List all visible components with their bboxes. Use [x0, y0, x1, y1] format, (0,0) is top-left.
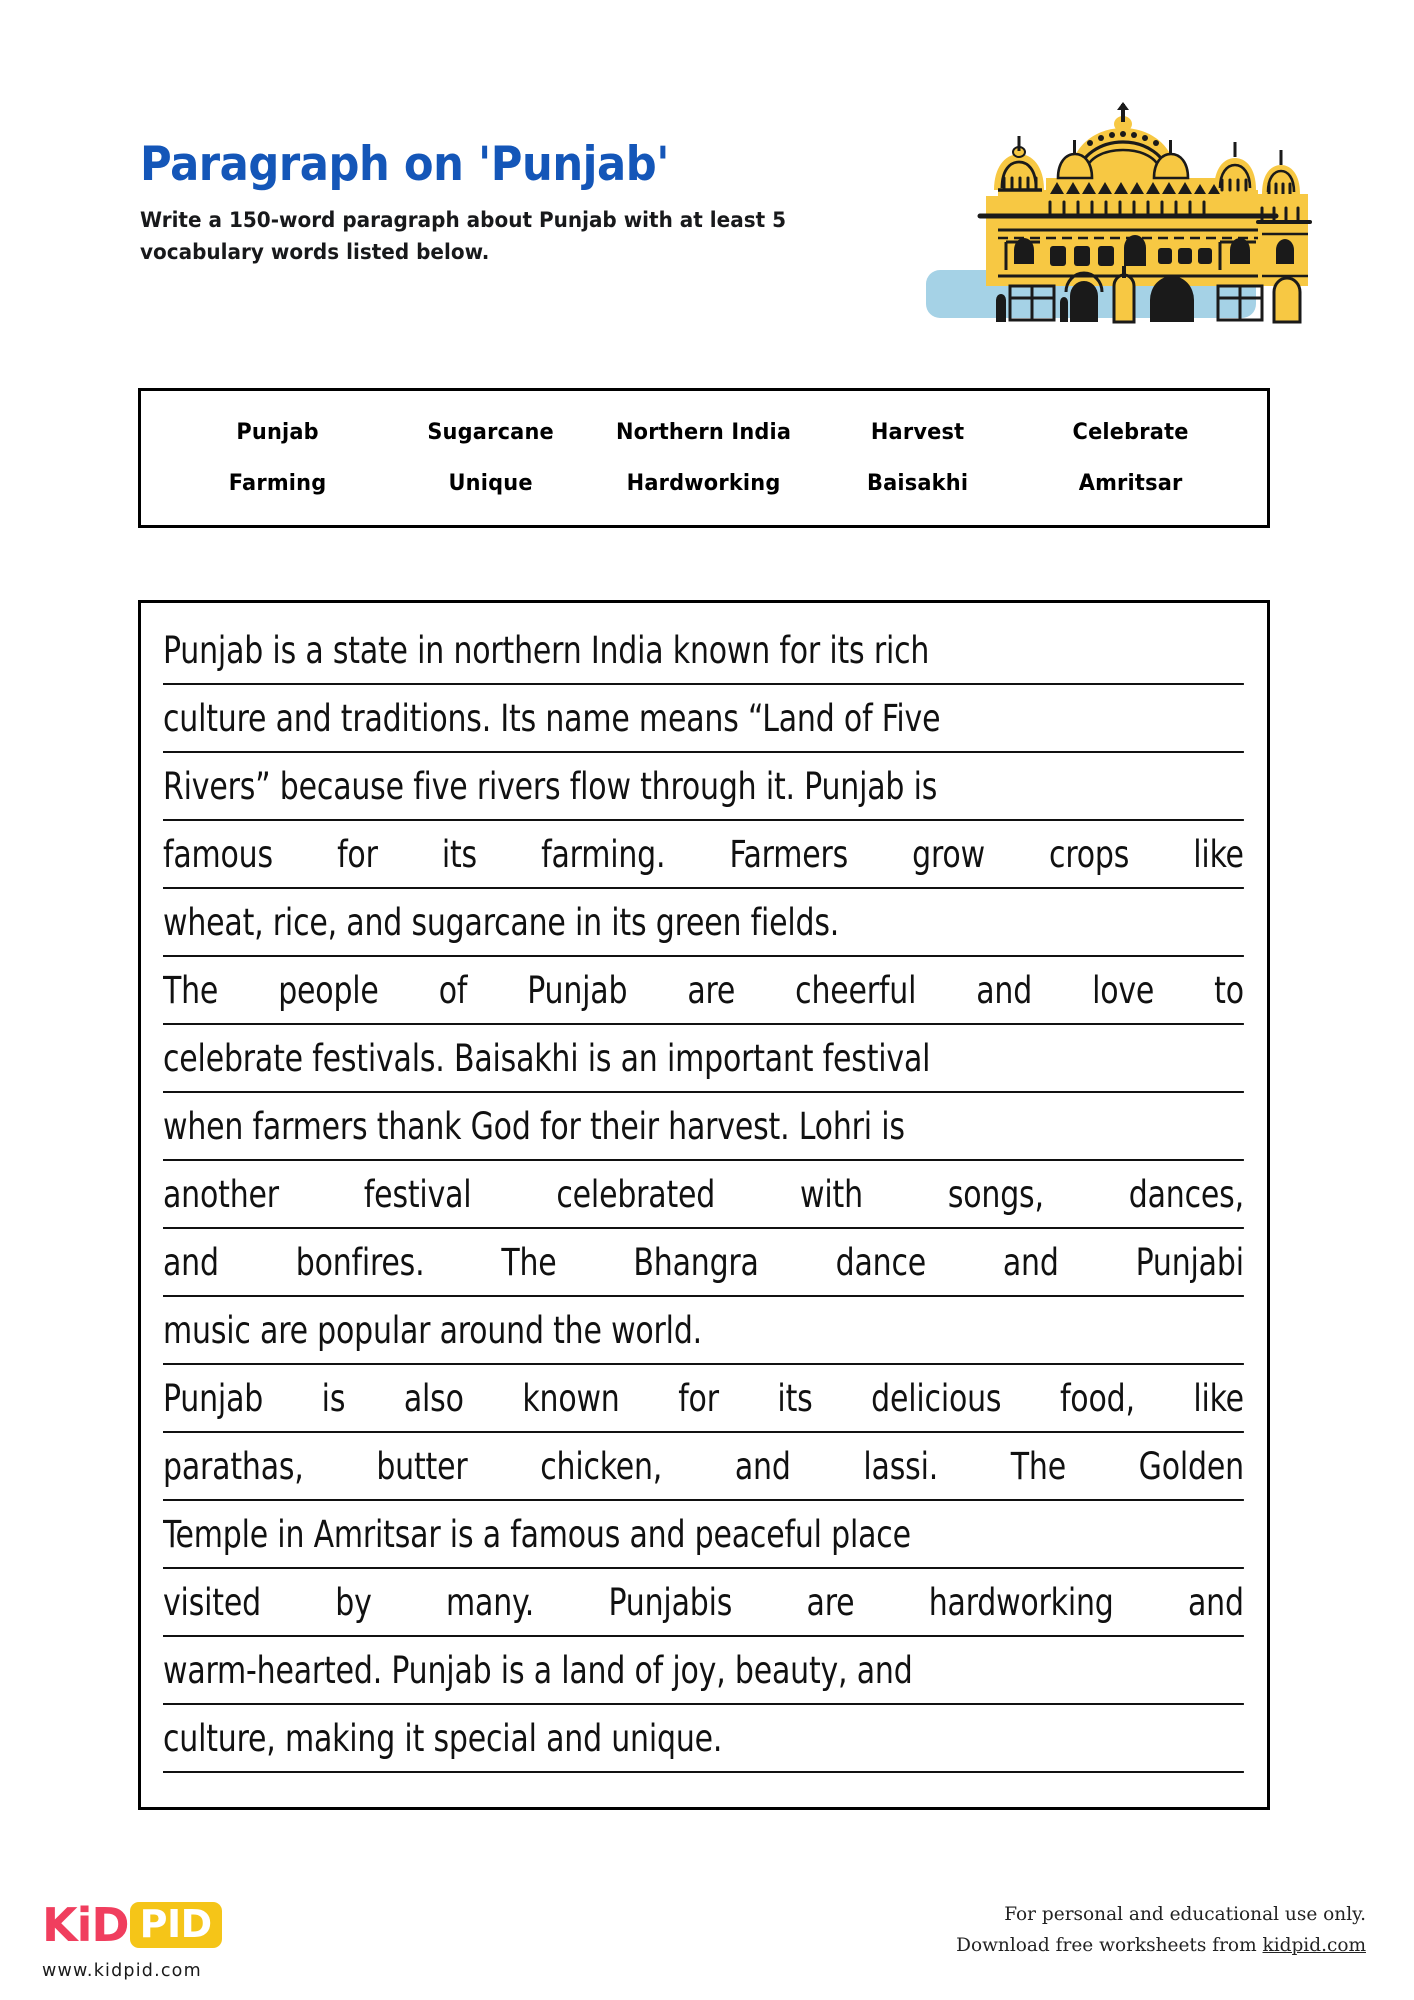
vocabulary-box — [138, 388, 1270, 528]
answer-word: are — [687, 969, 736, 1012]
answer-word: cheerful — [795, 969, 917, 1012]
answer-word: dance — [835, 1241, 927, 1284]
answer-line: Punjab is a state in northern India known for its rich — [163, 617, 1244, 685]
answer-word: The — [501, 1241, 557, 1284]
answer-word: food, — [1059, 1377, 1135, 1420]
logo-pid-box — [130, 1902, 222, 1948]
answer-word: The — [1010, 1445, 1066, 1488]
answer-word: its — [441, 833, 477, 876]
kidpid-logo[interactable] — [42, 1898, 382, 1981]
answer-word: farming. — [541, 833, 666, 876]
footer-download-link[interactable]: kidpid.com — [1262, 1934, 1366, 1956]
answer-word: with — [800, 1173, 863, 1216]
answer-word: its — [777, 1377, 813, 1420]
answer-line — [163, 1229, 1244, 1297]
answer-line: when farmers thank God for their harvest. Lohri is — [163, 1093, 1244, 1161]
logo-website-url: www.kidpid.com — [42, 1961, 202, 1981]
answer-word: for — [337, 833, 378, 876]
worksheet-header — [140, 137, 940, 268]
answer-word: known — [522, 1377, 620, 1420]
answer-word: another — [163, 1173, 279, 1216]
answer-word: by — [335, 1581, 372, 1624]
answer-word: parathas, — [163, 1445, 304, 1488]
logo-mark — [42, 1898, 382, 1952]
answer-line: celebrate festivals. Baisakhi is an important festival — [163, 1025, 1244, 1093]
vocabulary-word: Baisakhi — [866, 471, 968, 496]
answer-line: warm-hearted. Punjab is a land of joy, beauty, and — [163, 1637, 1244, 1705]
answer-word: butter — [376, 1445, 468, 1488]
vocabulary-word: Celebrate — [1072, 420, 1189, 445]
answer-word: festival — [363, 1173, 472, 1216]
vocabulary-word: Punjab — [236, 420, 319, 445]
answer-line: music are popular around the world. — [163, 1297, 1244, 1365]
answer-word: and — [1002, 1241, 1059, 1284]
answer-word: is — [321, 1377, 346, 1420]
answer-word: are — [806, 1581, 855, 1624]
answer-word: and — [976, 969, 1033, 1012]
answer-line: culture and traditions. Its name means “Land of Five — [163, 685, 1244, 753]
answer-word: to — [1214, 969, 1244, 1012]
answer-word: like — [1193, 1377, 1244, 1420]
answer-word: of — [438, 969, 468, 1012]
answer-area[interactable] — [138, 600, 1270, 1810]
vocabulary-word: Amritsar — [1078, 471, 1183, 496]
answer-word: also — [403, 1377, 464, 1420]
vocabulary-word: Hardworking — [627, 471, 781, 496]
answer-line — [163, 1365, 1244, 1433]
answer-line — [163, 821, 1244, 889]
golden-temple-icon — [918, 98, 1338, 333]
answer-word: like — [1193, 833, 1244, 876]
answer-word: and — [734, 1445, 791, 1488]
answer-line: wheat, rice, and sugarcane in its green fields. — [163, 889, 1244, 957]
answer-word: Punjab — [527, 969, 628, 1012]
answer-word: Farmers — [729, 833, 849, 876]
answer-line — [163, 957, 1244, 1025]
answer-word: Punjab — [163, 1377, 264, 1420]
answer-word: Golden — [1138, 1445, 1244, 1488]
answer-paragraph — [163, 957, 1245, 1365]
vocabulary-row — [141, 420, 1267, 445]
answer-word: love — [1092, 969, 1155, 1012]
answer-paragraph — [163, 1365, 1245, 1773]
answer-word: Punjabis — [608, 1581, 733, 1624]
answer-line — [163, 1433, 1244, 1501]
answer-word: dances, — [1128, 1173, 1244, 1216]
vocabulary-row — [141, 471, 1267, 496]
answer-line: Temple in Amritsar is a famous and peaceful place — [163, 1501, 1244, 1569]
logo-kid-text: KiD — [42, 1898, 129, 1952]
answer-word: and — [163, 1241, 219, 1284]
worksheet-instructions: Write a 150-word paragraph about Punjab with at least 5 vocabulary words listed below. — [140, 208, 787, 265]
page-title: Paragraph on 'Punjab' — [140, 137, 670, 192]
answer-line: Rivers” because five rivers flow through it. Punjab is — [163, 753, 1244, 821]
answer-word: famous — [163, 833, 273, 876]
answer-paragraph — [163, 617, 1245, 957]
footer-notice-line1: For personal and educational use only. — [1004, 1904, 1366, 1925]
logo-pid-text: PID — [139, 1902, 212, 1946]
answer-word: Bhangra — [633, 1241, 759, 1284]
footer-notice-prefix: Download free worksheets from — [956, 1934, 1263, 1956]
vocabulary-word: Sugarcane — [427, 420, 555, 445]
answer-word: hardworking — [928, 1581, 1114, 1624]
answer-word: many. — [446, 1581, 535, 1624]
answer-word: chicken, — [540, 1445, 663, 1488]
answer-word: and — [1188, 1581, 1244, 1624]
answer-word: songs, — [947, 1173, 1044, 1216]
footer-notice-line2 — [956, 1931, 1366, 1962]
answer-word: delicious — [871, 1377, 1002, 1420]
vocabulary-word: Harvest — [870, 420, 964, 445]
answer-line — [163, 1161, 1244, 1229]
answer-word: people — [278, 969, 379, 1012]
answer-line — [163, 1569, 1244, 1637]
answer-line: culture, making it special and unique. — [163, 1705, 1244, 1773]
answer-word: for — [678, 1377, 719, 1420]
vocabulary-word: Unique — [448, 471, 533, 496]
answer-word: Punjabi — [1135, 1241, 1244, 1284]
answer-word: lassi. — [863, 1445, 939, 1488]
answer-word: grow — [912, 833, 985, 876]
answer-word: visited — [163, 1581, 261, 1624]
footer-notice — [956, 1900, 1366, 1961]
answer-word: bonfires. — [295, 1241, 425, 1284]
answer-word: crops — [1049, 833, 1130, 876]
answer-word: The — [163, 969, 219, 1012]
vocabulary-word: Northern India — [616, 420, 792, 445]
vocabulary-word: Farming — [228, 471, 327, 496]
answer-word: celebrated — [556, 1173, 716, 1216]
